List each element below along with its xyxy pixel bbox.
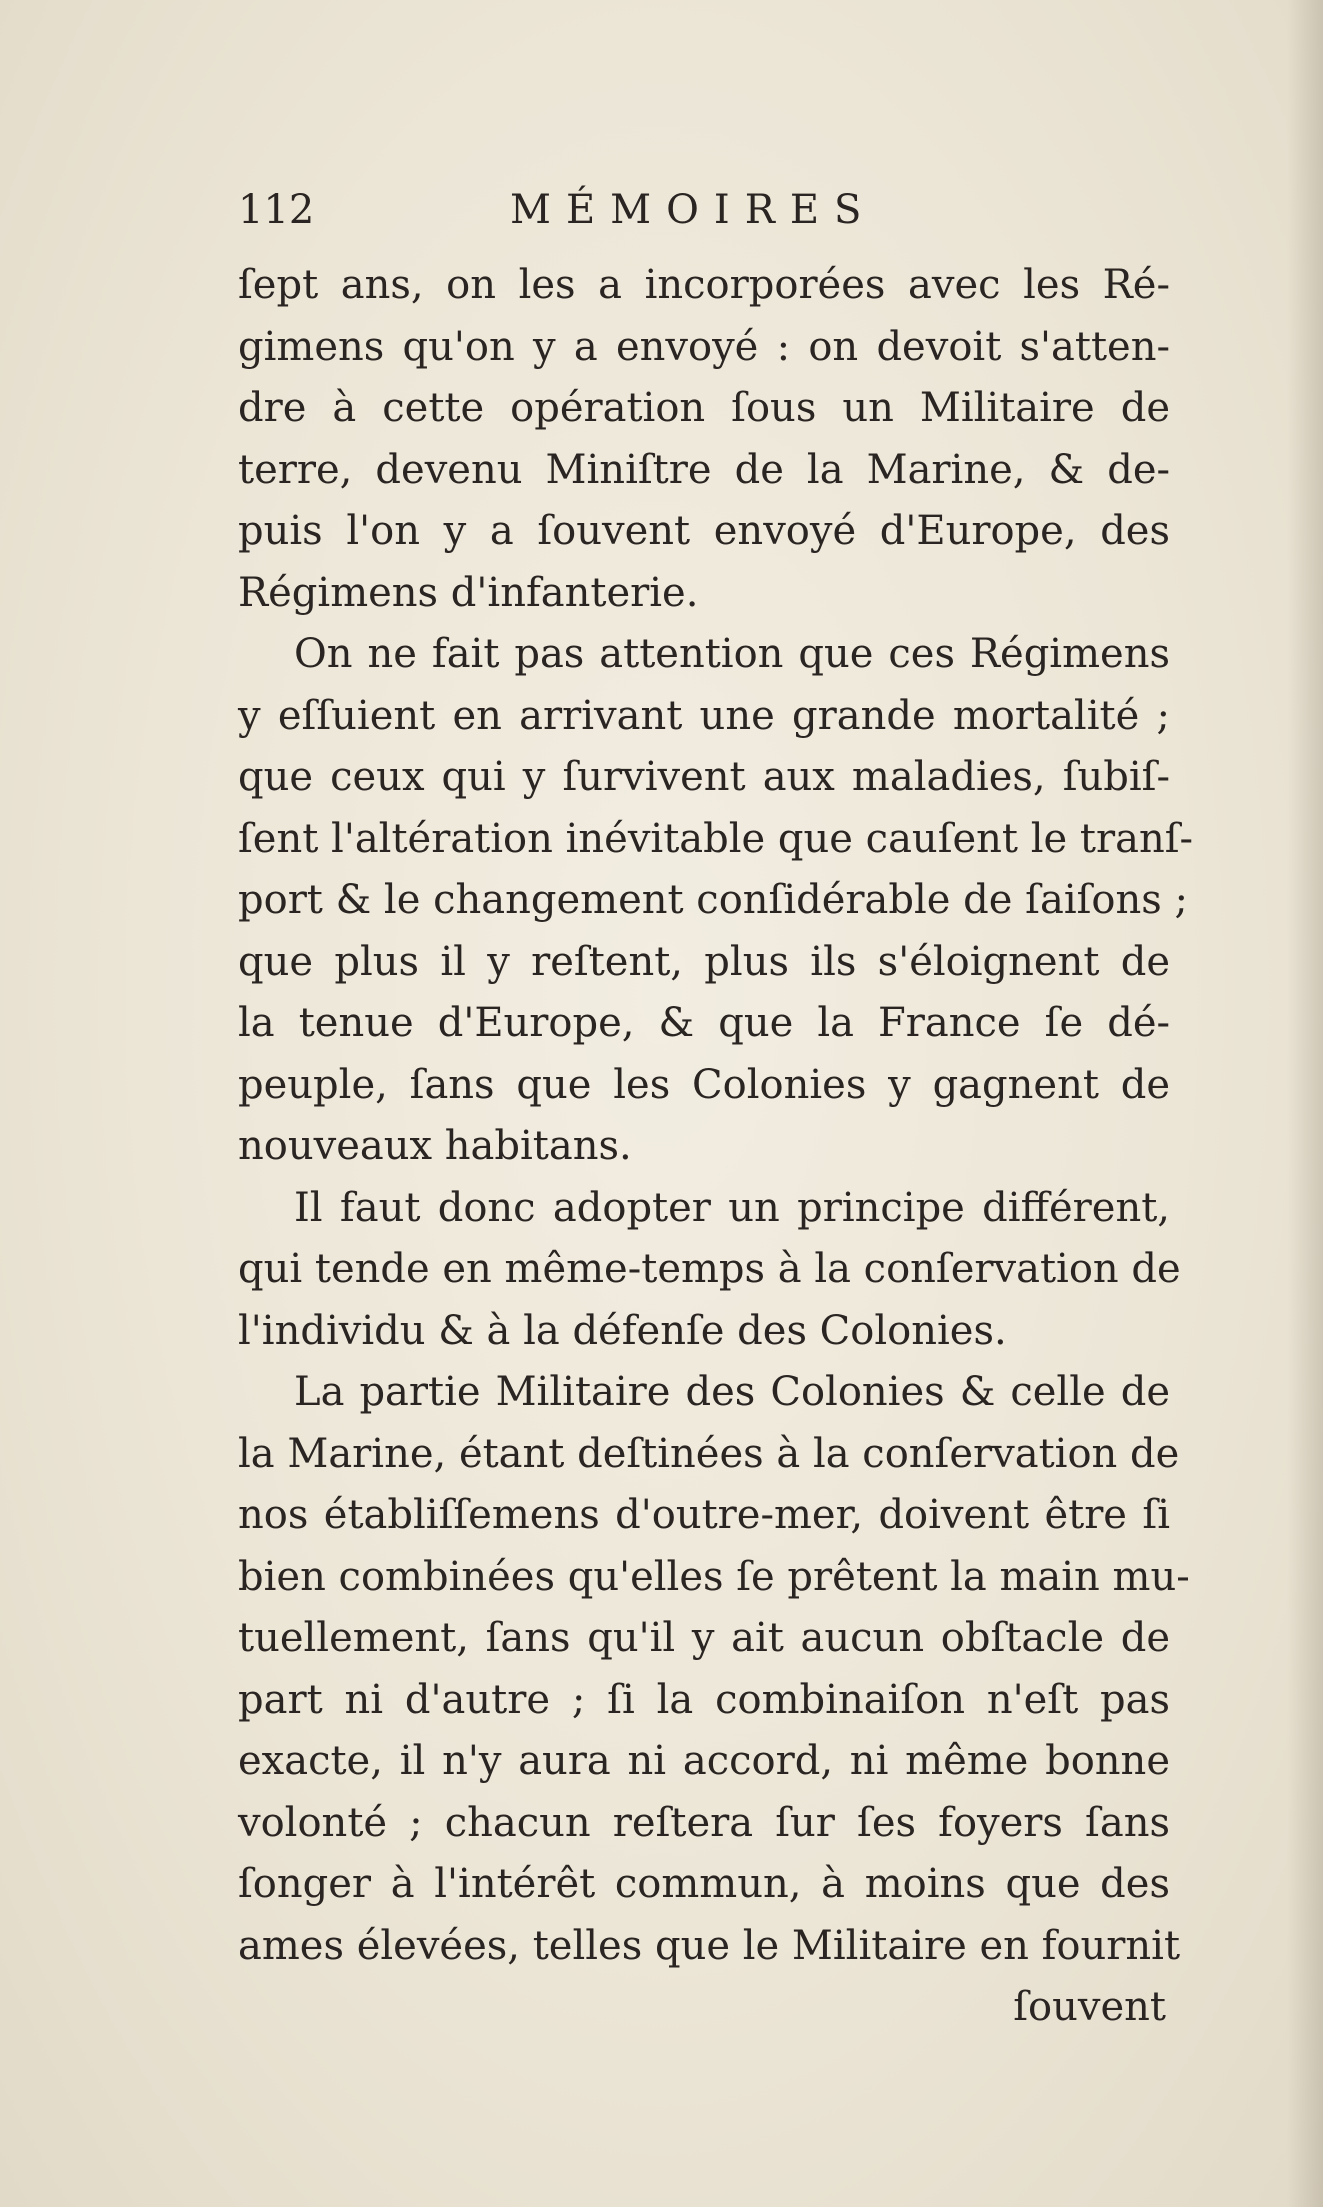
text-line: tuellement, ſans qu'il y ait aucun obſtacle de	[238, 1615, 1170, 1661]
text-line: Régimens d'infanterie.	[238, 569, 699, 616]
text-line: ſonger à l'intérêt commun, à moins que des	[238, 1861, 1170, 1907]
page-header	[238, 182, 898, 238]
text-line: la Marine, étant deſtinées à la conſervation de	[238, 1430, 1180, 1477]
text-line: Il faut donc adopter un principe différent,	[294, 1184, 1170, 1231]
text-line: part ni d'autre ; ſi la combinaiſon n'eſt pas	[238, 1676, 1170, 1723]
text-line: dre à cette opération ſous un Militaire de	[238, 385, 1170, 431]
body-text	[238, 255, 1194, 2039]
text-line: y eſſuient en arrivant une grande mortalité ;	[238, 692, 1170, 739]
text-line: nos établiſſemens d'outre-mer, doivent être ſi	[238, 1492, 1170, 1538]
text-line: que plus il y reſtent, plus ils s'éloignent de	[238, 938, 1170, 985]
text-line: ſept ans, on les a incorporées avec les Ré-	[238, 262, 1170, 308]
text-line: nouveaux habitans.	[238, 1123, 632, 1169]
text-line: exacte, il n'y aura ni accord, ni même bonne	[238, 1738, 1170, 1784]
text-line: l'individu & à la défenſe des Colonies.	[238, 1307, 1007, 1354]
text-line: puis l'on y a ſouvent envoyé d'Europe, des	[238, 508, 1170, 554]
text-line: volonté ; chacun reſtera ſur ſes foyers ſans	[238, 1799, 1170, 1846]
running-title: MÉMOIRES	[510, 187, 877, 233]
text-line: peuple, ſans que les Colonies y gagnent de	[238, 1061, 1170, 1108]
text-line: la tenue d'Europe, & que la France ſe dé-	[238, 1000, 1170, 1046]
page-number: 112	[238, 187, 315, 233]
text-line: gimens qu'on y a envoyé : on devoit s'atten-	[238, 323, 1170, 370]
text-line: ſent l'altération inévitable que cauſent le tranſ-	[238, 815, 1194, 862]
text-line: bien combinées qu'elles ſe prêtent la main mu-	[238, 1553, 1190, 1600]
text-line: port & le changement conſidérable de ſaiſons ;	[238, 877, 1188, 923]
text-line: terre, devenu Miniſtre de la Marine, & de-	[238, 446, 1170, 493]
text-line: qui tende en même-temps à la conſervation de	[238, 1246, 1181, 1292]
catchword: ſouvent	[1013, 1984, 1166, 2030]
text-line: La partie Militaire des Colonies & celle de	[294, 1369, 1170, 1415]
text-line: que ceux qui y ſurvivent aux maladies, ſubiſ-	[238, 754, 1170, 800]
page-gutter-shadow	[1287, 0, 1323, 2207]
text-line: ames élevées, telles que le Militaire en fournit	[238, 1922, 1181, 1969]
text-line: On ne fait pas attention que ces Régimens	[294, 631, 1170, 677]
